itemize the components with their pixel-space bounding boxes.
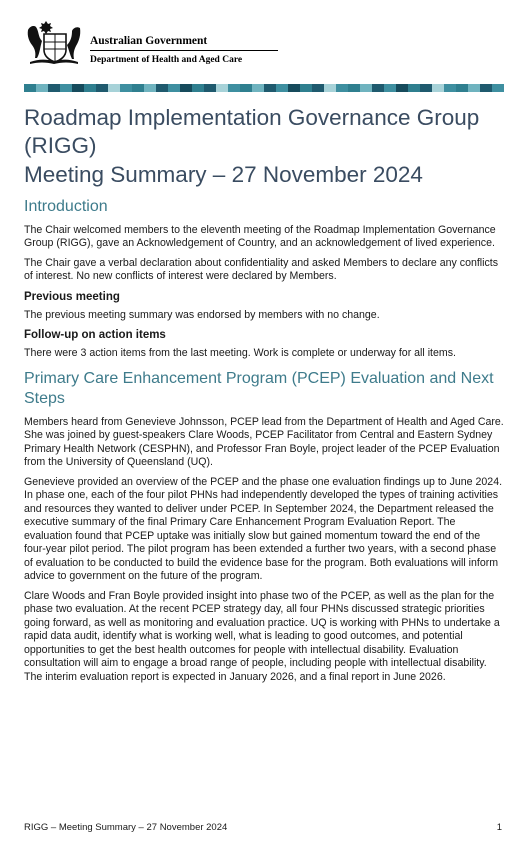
footer-title: RIGG – Meeting Summary – 27 November 2024 bbox=[24, 822, 228, 833]
stripe-segment bbox=[336, 84, 348, 92]
branding-divider bbox=[90, 50, 278, 51]
stripe-segment bbox=[144, 84, 156, 92]
page-footer bbox=[24, 822, 504, 834]
stripe-segment bbox=[228, 84, 240, 92]
stripe-segment bbox=[324, 84, 336, 92]
page-number: 1 bbox=[496, 822, 502, 833]
previous-meeting-text: The previous meeting summary was endorsed by members with no change. bbox=[24, 308, 380, 321]
stripe-segment bbox=[348, 84, 360, 92]
stripe-segment bbox=[372, 84, 384, 92]
follow-up-text: There were 3 action items from the last meeting. Work is complete or underway for all items. bbox=[24, 347, 456, 359]
government-name: Australian Government bbox=[90, 35, 208, 47]
government-branding bbox=[90, 34, 290, 66]
stripe-segment bbox=[312, 84, 324, 92]
stripe-segment bbox=[480, 84, 492, 92]
stripe-segment bbox=[240, 84, 252, 92]
document-body bbox=[24, 104, 504, 690]
stripe-segment bbox=[276, 84, 288, 92]
stripe-segment bbox=[444, 84, 456, 92]
stripe-segment bbox=[108, 84, 120, 92]
subheading-follow-up: Follow-up on action items bbox=[24, 329, 166, 341]
stripe-segment bbox=[168, 84, 180, 92]
document-title-line2: (RIGG) bbox=[24, 133, 97, 158]
stripe-segment bbox=[48, 84, 60, 92]
pcep-paragraph-3: Clare Woods and Fran Boyle provided insight into phase two of the PCEP, as well as the plan for the phase two evaluation. At the recent PCEP strategy day, all four PHNs discussed strategic priorities going forward, as well as monitoring and evaluation practice. UQ is working with PHNs to undertake a rapid data audit, identify what is working well, what is leading to good outcomes, and potential opportunities to get the best health outcomes for people with intellectual disability. Evaluation consultation will aim to engage a broad range of people, including people with intellectual disability. The interim evaluation report is expected in January 2026, and a final report in June 2026. bbox=[24, 589, 500, 683]
stripe-segment bbox=[36, 84, 48, 92]
stripe-segment bbox=[84, 84, 96, 92]
page-header bbox=[24, 18, 504, 80]
intro-paragraph-1: The Chair welcomed members to the eleventh meeting of the Roadmap Implementation Governance Group (RIGG), gave an Acknowledgement of Country, and an acknowledgement of lived experience. bbox=[24, 223, 496, 249]
stripe-segment bbox=[204, 84, 216, 92]
pcep-paragraph-2: Genevieve provided an overview of the PCEP and the phase one evaluation findings up to June 2024. In phase one, each of the four pilot PHNs had independently developed the types of training activities and resources they wanted to deliver under PCEP. In September 2024, the Department released the executive summary of the final Primary Care Enhancement Program Evaluation Report. The evaluation found that PCEP uptake was initially slow but gained momentum toward the end of the four-year pilot period. The pilot program has been extended a further two years, with a second phase of evaluation to be conducted to build the evidence base for the program. Both evaluations will inform advice to government on the future of the program. bbox=[24, 475, 503, 582]
stripe-segment bbox=[252, 84, 264, 92]
pcep-paragraph-1: Members heard from Genevieve Johnsson, PCEP lead from the Department of Health and Aged Care. She was joined by guest-speakers Clare Woods, PCEP Facilitator from Central and Eastern Sydney Primary Health Network (CESPHN), and Professor Fran Boyle, project leader of the PCEP Evaluation from the University of Queensland (UQ). bbox=[24, 415, 504, 468]
stripe-segment bbox=[360, 84, 372, 92]
document-subtitle: Meeting Summary – 27 November 2024 bbox=[24, 162, 423, 187]
stripe-segment bbox=[468, 84, 480, 92]
document-title-line1: Roadmap Implementation Governance Group bbox=[24, 105, 480, 130]
section-heading-introduction: Introduction bbox=[24, 198, 108, 215]
stripe-segment bbox=[384, 84, 396, 92]
stripe-segment bbox=[432, 84, 444, 92]
stripe-segment bbox=[132, 84, 144, 92]
decorative-stripe bbox=[24, 84, 504, 92]
stripe-segment bbox=[24, 84, 36, 92]
stripe-segment bbox=[60, 84, 72, 92]
intro-paragraph-2: The Chair gave a verbal declaration about confidentiality and asked Members to declare any conflicts of interest. No new conflicts of interest were declared by Members. bbox=[24, 256, 499, 282]
stripe-segment bbox=[420, 84, 432, 92]
stripe-segment bbox=[288, 84, 300, 92]
stripe-segment bbox=[96, 84, 108, 92]
stripe-segment bbox=[216, 84, 228, 92]
department-name: Department of Health and Aged Care bbox=[90, 55, 243, 65]
subheading-previous-meeting: Previous meeting bbox=[24, 290, 120, 303]
stripe-segment bbox=[456, 84, 468, 92]
stripe-segment bbox=[264, 84, 276, 92]
stripe-segment bbox=[72, 84, 84, 92]
stripe-segment bbox=[408, 84, 420, 92]
coat-of-arms-icon bbox=[24, 18, 84, 68]
stripe-segment bbox=[300, 84, 312, 92]
stripe-segment bbox=[120, 84, 132, 92]
stripe-segment bbox=[180, 84, 192, 92]
stripe-segment bbox=[192, 84, 204, 92]
stripe-segment bbox=[492, 84, 504, 92]
section-heading-pcep: Primary Care Enhancement Program (PCEP) Evaluation and Next Steps bbox=[24, 369, 494, 407]
stripe-segment bbox=[396, 84, 408, 92]
stripe-segment bbox=[156, 84, 168, 92]
